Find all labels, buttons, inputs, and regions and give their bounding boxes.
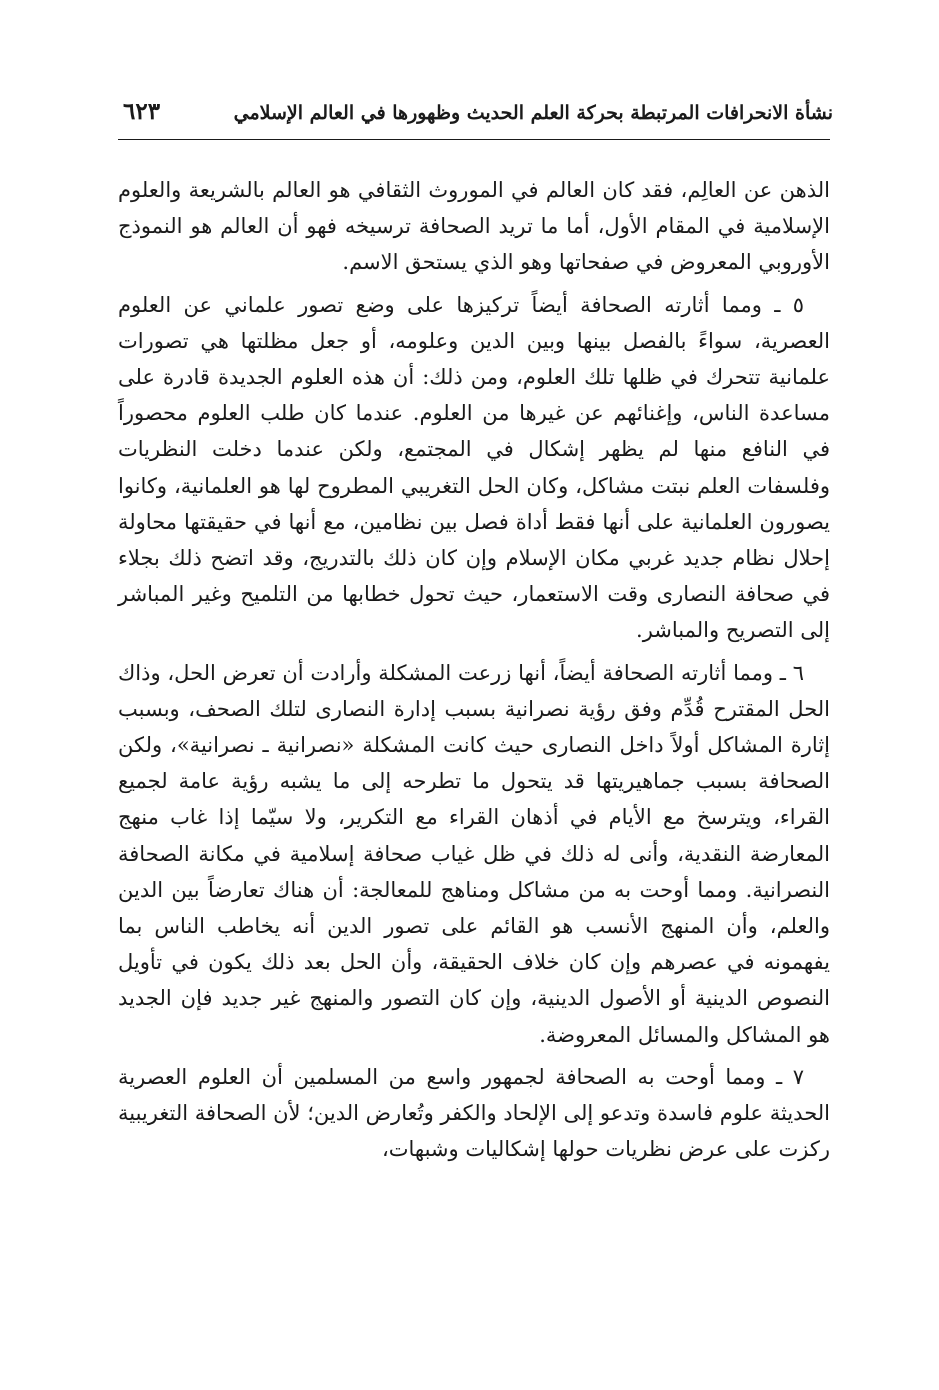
paragraph-point-7: ٧ ـ ومما أوحت به الصحافة لجمهور واسع من المسلمين أن العلوم العصرية الحديثة علوم فاسدة وتدعو إلى الإلحاد والكفر وتُعارض الدين؛ لأن الصحافة التغريبية ركزت على عرض نظريات حولها إشكاليات وشبهات، — [118, 1064, 830, 1162]
body-text — [118, 172, 830, 1167]
paragraph-point-5: ٥ ـ ومما أثارته الصحافة أيضاً تركيزها على وضع تصور علماني عن العلوم العصرية، سواءً بالفصل بينها وبين الدين وعلومه، أو جعل مظلتها هي تصورات علمانية تتحرك في ظلها تلك العلوم، ومن ذلك: أن هذه العلوم الجديدة قادرة على مساعدة الناس، وإغنائهم عن غيرها من العلوم. عندما كان طلب العلوم محصوراً في النافع منها لم يظهر إشكال في المجتمع، ولكن عندما دخلت النظريات وفلسفات العلم نبتت مشاكل، وكان الحل التغريبي المطروح لها هو العلمانية، وكانوا يصورون العلمانية على أنها فقط أداة فصل بين نظامين، مع أنها في حقيقتها محاولة إحلال نظام جديد غربي مكان الإسلام وإن كان ذلك بالتدريج، وقد اتضح ذلك بجلاء في صحافة النصارى وقت الاستعمار، حيث تحول خطابها من التلميح وغير المباشر إلى التصريح والمباشر. — [118, 292, 830, 643]
running-title: نشأة الانحرافات المرتبطة بحركة العلم الحديث وظهورها في العالم الإسلامي — [233, 102, 833, 124]
page-number: ٦٢٣ — [123, 98, 161, 125]
paragraph-point-6: ٦ ـ ومما أثارته الصحافة أيضاً، أنها زرعت المشكلة وأرادت أن تعرض الحل، وذاك الحل المقترح قُدِّم وفق رؤية نصرانية بسبب إدارة النصارى لتلك الصحف، وبسبب إثارة المشاكل أولاً داخل النصارى حيث كانت المشكلة «نصرانية ـ نصرانية»، ولكن الصحافة بسبب جماهيريتها قد يتحول ما تطرحه إلى ما يشبه رؤية عامة لجميع القراء، ويترسخ مع الأيام في أذهان القراء مع التكرير، ولا سيّما إذا غاب منهج المعارضة النقدية، وأنى له ذلك في ظل غياب صحافة إسلامية في مكانة الصحافة النصرانية. ومما أوحت به من مشاكل ومناهج للمعالجة: أن هناك تعارضاً بين الدين والعلم، وأن المنهج الأنسب هو القائم على تصور الدين أنه يخاطب الناس بما يفهمونه في عصرهم وإن كان خلاف الحقيقة، وأن الحل بعد ذلك يكون في تأويل النصوص الدينية أو الأصول الدينية، وإن كان التصور والمنهج غير جديد فإن الجديد هو المشاكل والمسائل المعروضة. — [118, 660, 830, 1047]
running-header — [115, 92, 833, 134]
header-divider — [118, 139, 830, 140]
paragraph-continuation: الذهن عن العالِم، فقد كان العالم في الموروث الثقافي هو العالم بالشريعة والعلوم الإسلامية في المقام الأول، أما ما تريد الصحافة ترسيخه فهو أن العالم هو النموذج الأوروبي المعروض في صفحاتها وهو الذي يستحق الاسم. — [118, 178, 830, 275]
